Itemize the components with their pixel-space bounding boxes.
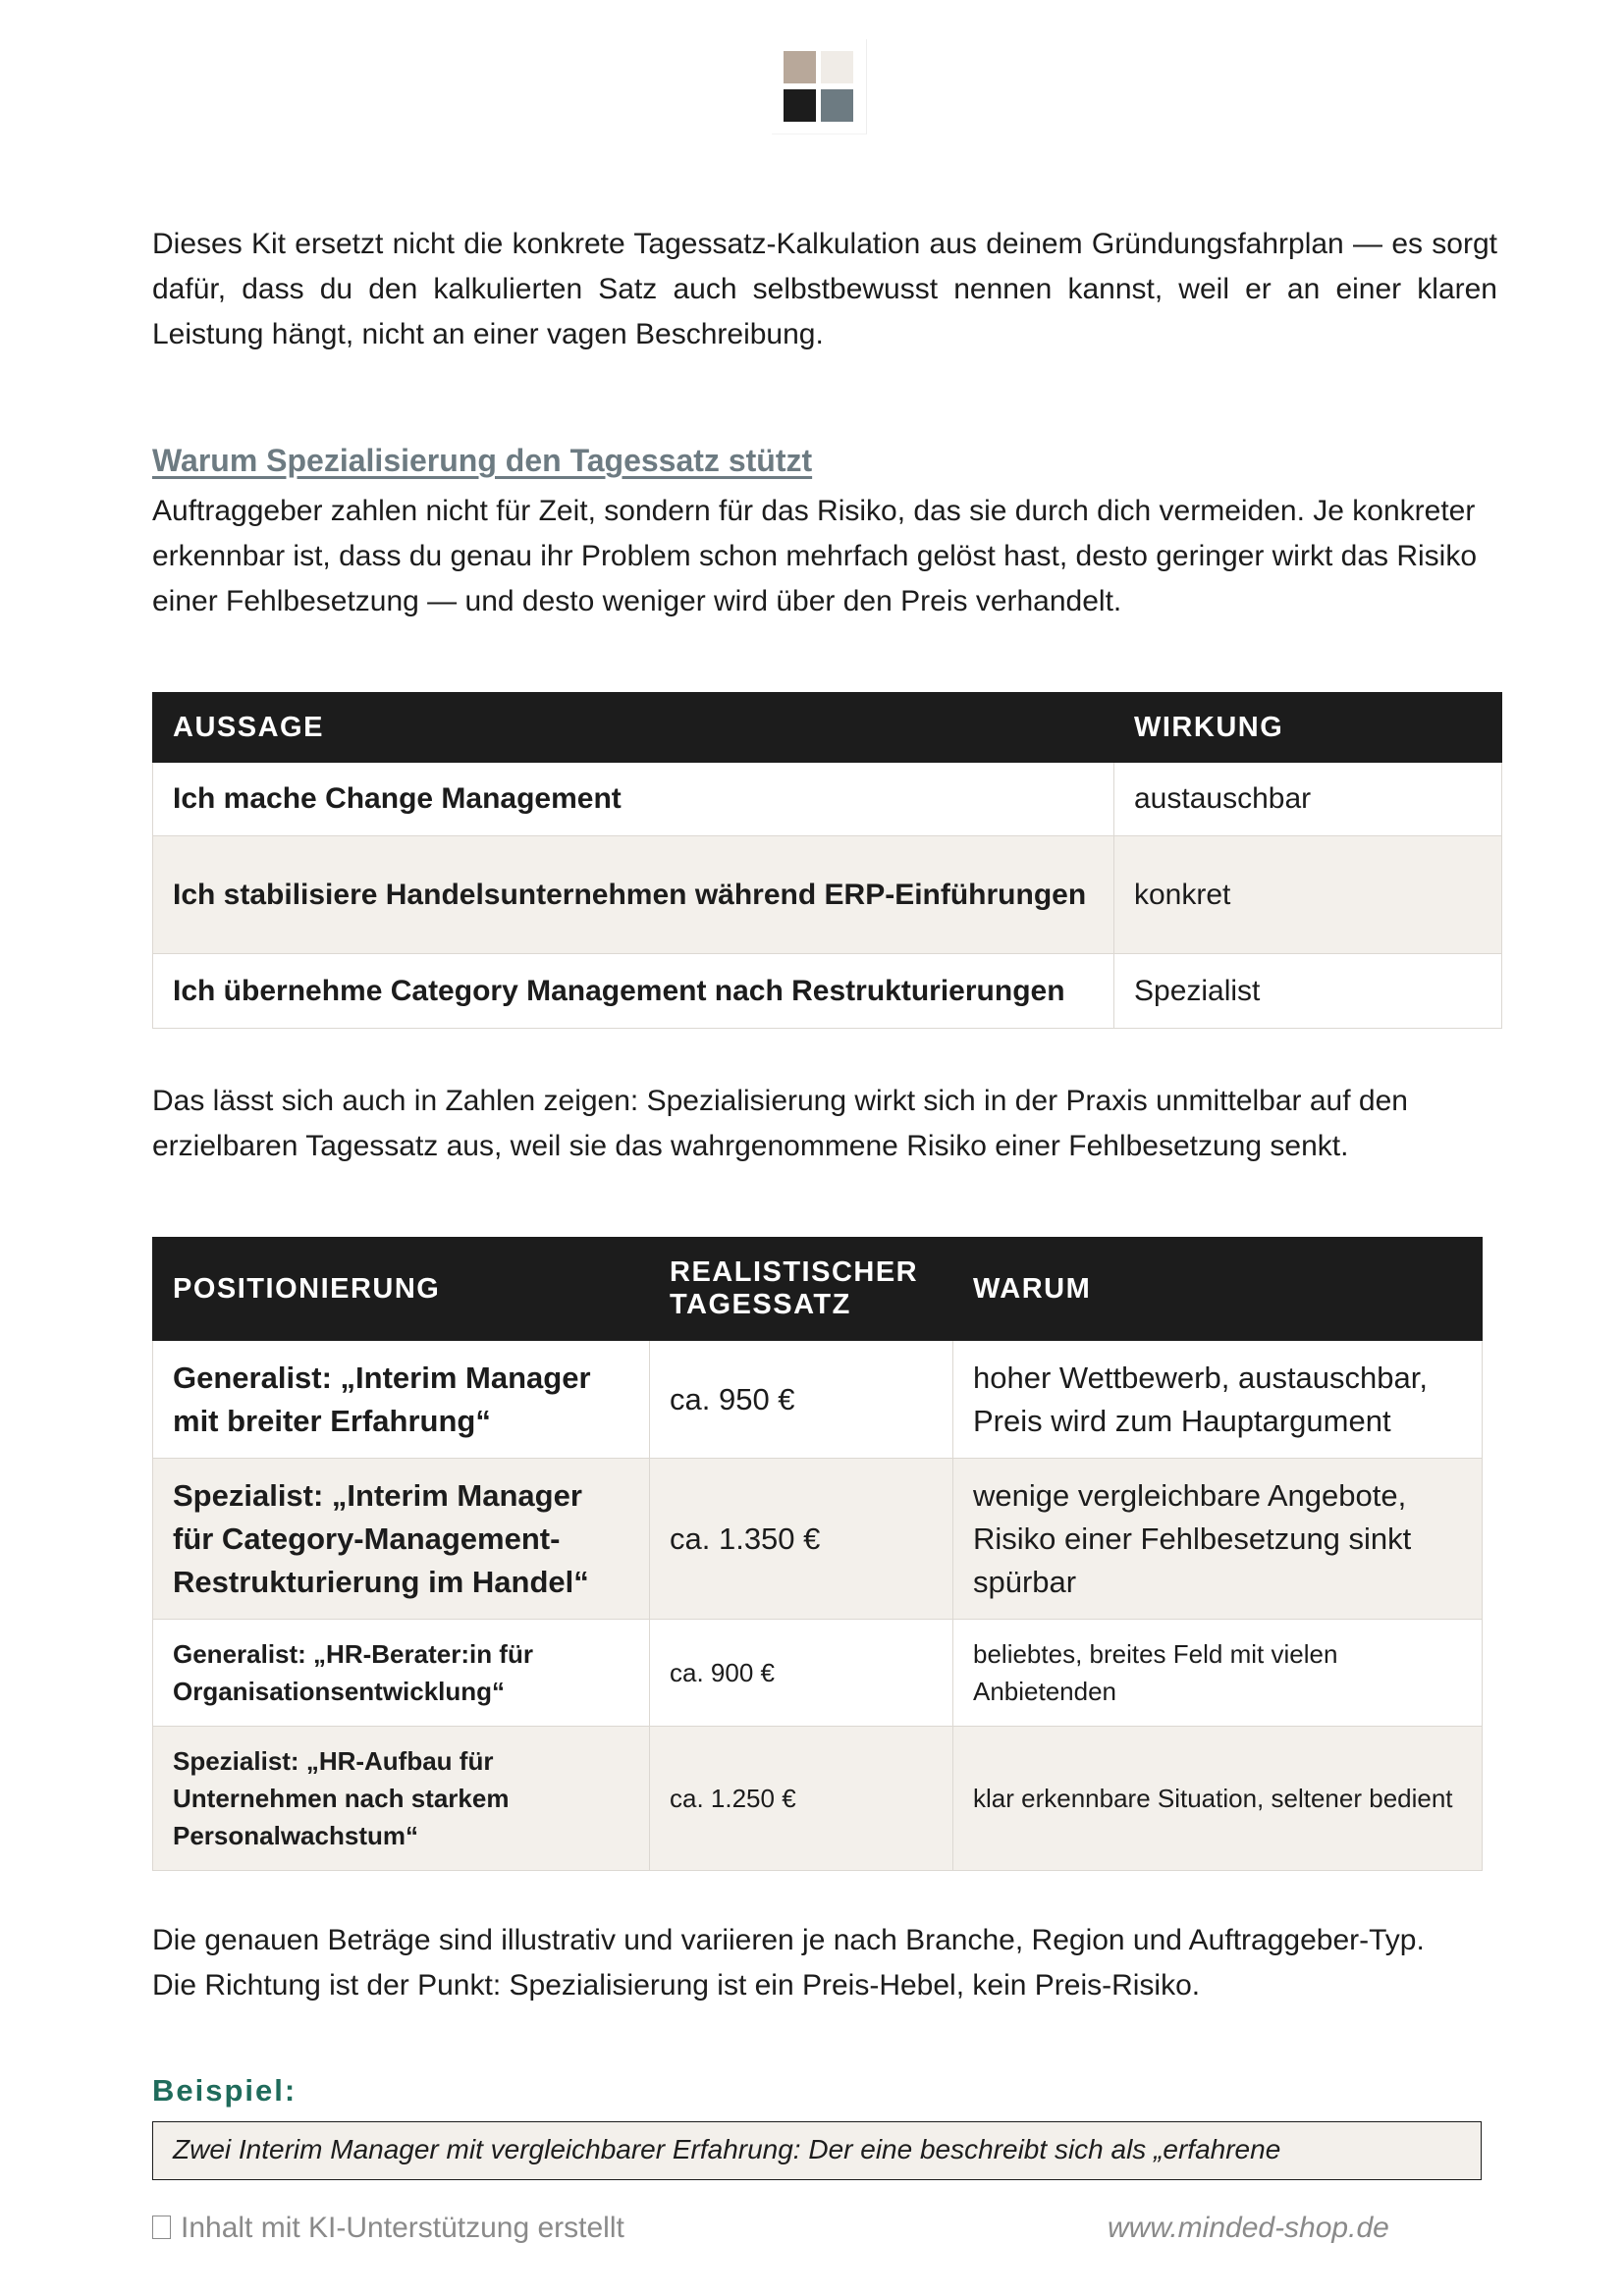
positioning-rate-table [152, 1237, 1483, 1871]
between-paragraph: Das lässt sich auch in Zahlen zeigen: Spezialisierung wirkt sich in der Praxis unmittelbar auf den erzielbaren Tagessatz aus, weil sie das wahrgenommene Risiko einer Fehlbesetzung senkt. [152, 1085, 1408, 1162]
table-header-row [153, 693, 1502, 763]
brand-logo [772, 39, 867, 134]
logo-square-black [784, 89, 816, 122]
table-row [153, 1727, 1483, 1871]
table-row [153, 836, 1502, 954]
intro-paragraph: Dieses Kit ersetzt nicht die konkrete Tagessatz-Kalkulation aus deinem Gründungsfahrplan — es sorgt dafür, dass du den kalkulierten Satz auch selbstbewusst nennen kannst, weil er an einer klaren Leistung hängt, nicht an einer vagen Beschreibung. [152, 228, 1497, 350]
cell-tagessatz: ca. 950 € [650, 1341, 953, 1459]
cell-tagessatz: ca. 900 € [650, 1620, 953, 1727]
table-row [153, 954, 1502, 1029]
cell-positionierung: Spezialist: „HR-Aufbau für Unternehmen nach starkem Personalwachstum“ [153, 1727, 650, 1871]
column-header-tagessatz: REALISTISCHER TAGESSATZ [650, 1238, 953, 1341]
table-row [153, 1620, 1483, 1727]
cell-aussage: Ich stabilisiere Handelsunternehmen während ERP-Einführungen [153, 836, 1114, 954]
cell-warum: hoher Wettbewerb, austauschbar, Preis wird zum Hauptargument [953, 1341, 1483, 1459]
cell-aussage: Ich übernehme Category Management nach Restrukturierungen [153, 954, 1114, 1029]
placeholder-glyph-icon [152, 2216, 171, 2239]
footer-note [152, 2212, 624, 2245]
statement-effect-table [152, 692, 1502, 1029]
footer-note-text: Inhalt mit KI-Unterstützung erstellt [181, 2212, 624, 2244]
closing-line-2: Die Richtung ist der Punkt: Spezialisierung ist ein Preis-Hebel, kein Preis-Risiko. [152, 1969, 1201, 2002]
table-row [153, 1341, 1483, 1459]
column-header-aussage: AUSSAGE [153, 693, 1114, 763]
cell-positionierung: Generalist: „HR-Berater:in für Organisationsentwicklung“ [153, 1620, 650, 1727]
table-row [153, 763, 1502, 836]
closing-paragraph [152, 1918, 1497, 2008]
cell-wirkung: Spezialist [1114, 954, 1502, 1029]
cell-aussage: Ich mache Change Management [153, 763, 1114, 836]
example-box [152, 2121, 1482, 2180]
column-header-wirkung: WIRKUNG [1114, 693, 1502, 763]
cell-tagessatz: ca. 1.350 € [650, 1459, 953, 1620]
logo-square-slate [821, 89, 853, 122]
cell-warum: beliebtes, breites Feld mit vielen Anbietenden [953, 1620, 1483, 1727]
cell-wirkung: konkret [1114, 836, 1502, 954]
logo-square-taupe [784, 51, 816, 83]
section-heading: Warum Spezialisierung den Tagessatz stützt [152, 443, 813, 478]
cell-warum: klar erkennbare Situation, seltener bedient [953, 1727, 1483, 1871]
cell-wirkung: austauschbar [1114, 763, 1502, 836]
cell-positionierung: Spezialist: „Interim Manager für Category-Management-Restrukturierung im Handel“ [153, 1459, 650, 1620]
cell-tagessatz: ca. 1.250 € [650, 1727, 953, 1871]
table-row [153, 1459, 1483, 1620]
column-header-warum: WARUM [953, 1238, 1483, 1341]
closing-line-1: Die genauen Beträge sind illustrativ und variieren je nach Branche, Region und Auftraggeber-Typ. [152, 1924, 1425, 1956]
table-header-row [153, 1238, 1483, 1341]
section-paragraph: Auftraggeber zahlen nicht für Zeit, sondern für das Risiko, das sie durch dich vermeiden. Je konkreter erkennbar ist, dass du genau ihr Problem schon mehrfach gelöst hast, desto geringer wirkt das Risiko einer Fehlbesetzung — und desto weniger wird über den Preis verhandelt. [152, 495, 1478, 617]
logo-square-cream [821, 51, 853, 83]
cell-positionierung: Generalist: „Interim Manager mit breiter Erfahrung“ [153, 1341, 650, 1459]
footer-website-link[interactable]: www.minded-shop.de [1108, 2212, 1389, 2244]
example-text: Zwei Interim Manager mit vergleichbarer Erfahrung: Der eine beschreibt sich als „erfahrene [173, 2134, 1281, 2164]
column-header-positionierung: POSITIONIERUNG [153, 1238, 650, 1341]
example-label: Beispiel: [152, 2073, 298, 2108]
cell-warum: wenige vergleichbare Angebote, Risiko einer Fehlbesetzung sinkt spürbar [953, 1459, 1483, 1620]
